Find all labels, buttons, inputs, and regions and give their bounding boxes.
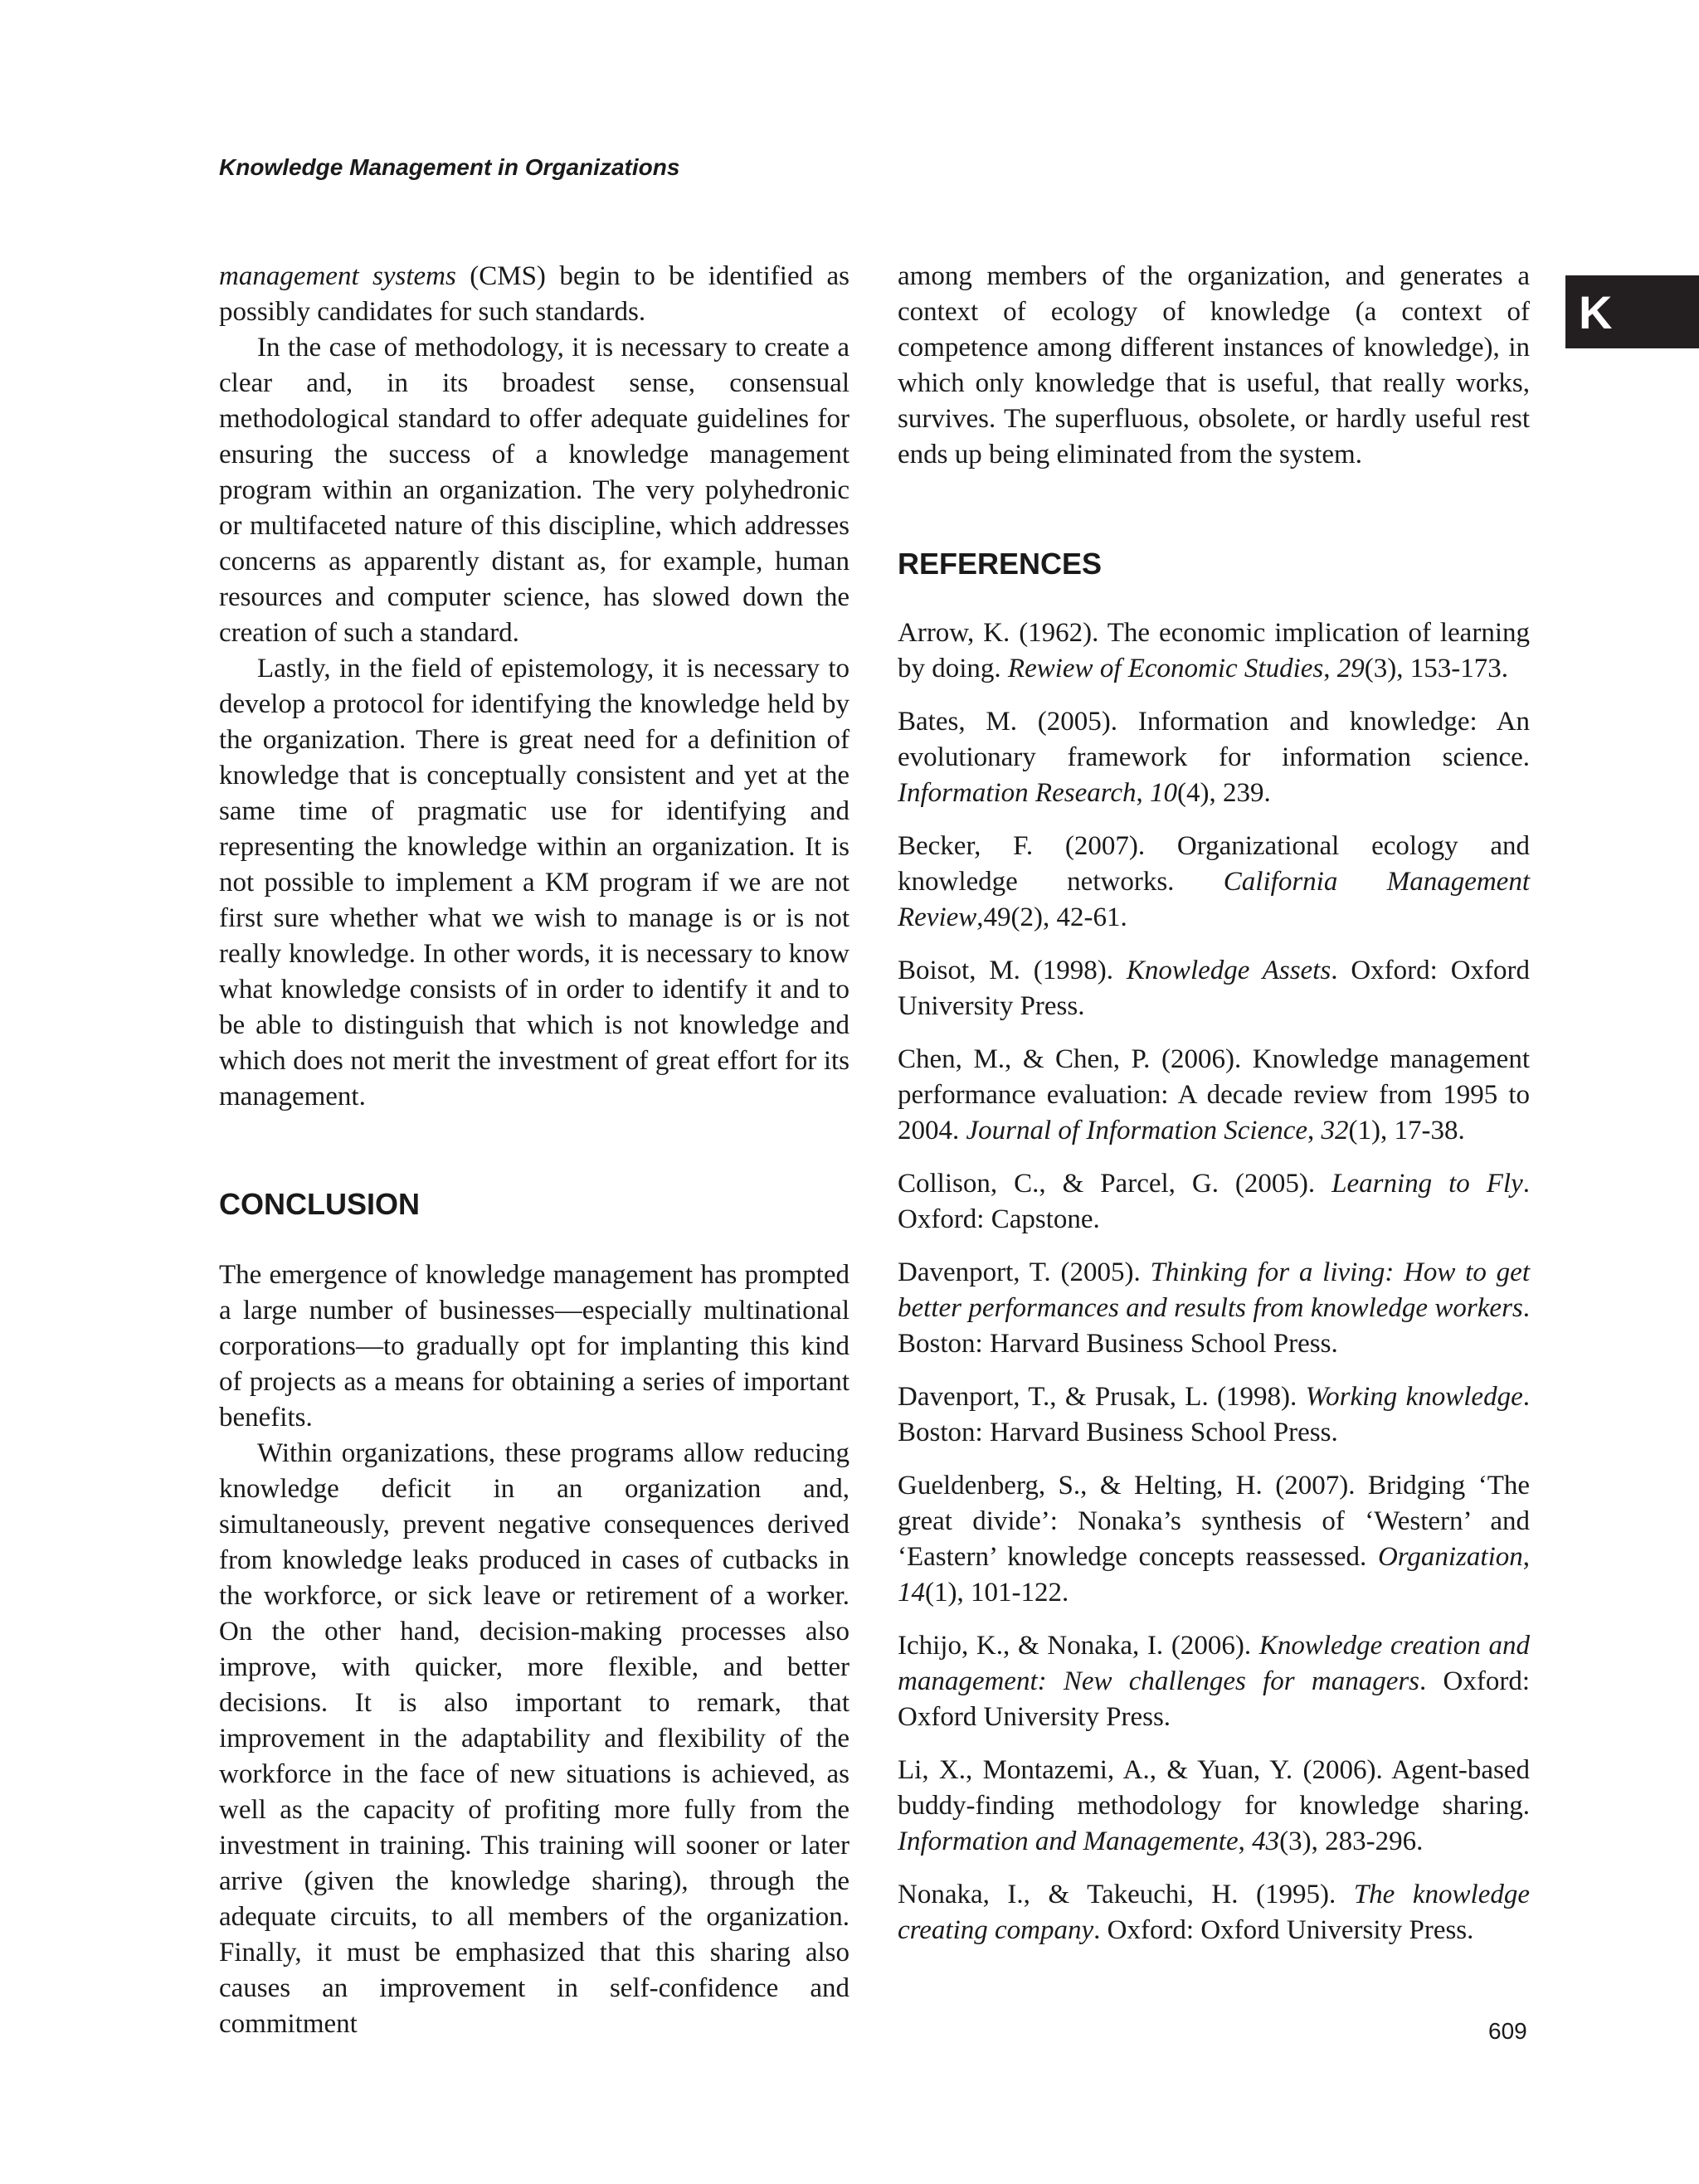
thumb-index-tab (1565, 275, 1699, 348)
reference-entry: Bates, M. (2005). Information and knowledge: An evolutionary framework for information science. Information Research, 10(4), 239. (898, 707, 1530, 808)
body-text: (CMS) begin to be identified as possibly candidates for such standards. (219, 261, 850, 327)
thumb-index-letter: K (1579, 285, 1613, 338)
reference-entry: Gueldenberg, S., & Helting, H. (2007). Bridging ‘The great divide’: Nonaka’s synthesis of ‘Western’ and ‘Eastern’ knowledge concepts reassessed. Organization, 14(1), 101-122. (898, 1471, 1530, 1608)
body-paragraph: Lastly, in the field of epistemology, it is necessary to develop a protocol for identifying the knowledge held by the organization. There is great need for a definition of knowledge that is conceptually consistent and yet at the same time of pragmatic use for identifying and representing the knowledge within an organization. It is not possible to implement a KM program if we are not first sure whether what we wish to manage is or is not really knowledge. In other words, it is necessary to know what knowledge consists of in order to identify it and to be able to distinguish that which is not knowledge and which does not merit the investment of great effort for its management. (219, 654, 850, 1111)
reference-entry: Becker, F. (2007). Organizational ecology and knowledge networks. California Management Review,49(2), 42-61. (898, 831, 1530, 932)
reference-entry: Davenport, T., & Prusak, L. (1998). Working knowledge. Boston: Harvard Business School Press. (898, 1382, 1530, 1447)
running-header: Knowledge Management in Organizations (219, 154, 680, 180)
body-paragraph: In the case of methodology, it is necessary to create a clear and, in its broadest sense, consensual methodological standard to offer adequate guidelines for ensuring the success of a knowledge management program within an organization. The very polyhedronic or multifaceted nature of this discipline, which addresses concerns as apparently distant as, for example, human resources and computer science, has slowed down the creation of such a standard. (219, 333, 850, 648)
reference-entry: Chen, M., & Chen, P. (2006). Knowledge management performance evaluation: A decade review from 1995 to 2004. Journal of Information Science, 32(1), 17-38. (898, 1044, 1530, 1146)
reference-entry: Nonaka, I., & Takeuchi, H. (1995). The knowledge creating company. Oxford: Oxford University Press. (898, 1880, 1530, 1945)
reference-entry: Ichijo, K., & Nonaka, I. (2006). Knowledge creation and management: New challenges for managers. Oxford: Oxford University Press. (898, 1631, 1530, 1732)
reference-entry: Li, X., Montazemi, A., & Yuan, Y. (2006). Agent-based buddy-finding methodology for knowledge sharing. Information and Managemente, 43(3), 283-296. (898, 1755, 1530, 1856)
reference-entry: Arrow, K. (1962). The economic implication of learning by doing. Rewiew of Economic Studies, 29(3), 153-173. (898, 618, 1530, 683)
body-paragraph: The emergence of knowledge management has prompted a large number of businesses—especially multinational corporations—to gradually opt for implanting this kind of projects as a means for obtaining a series of important benefits. (219, 1260, 850, 1432)
right-column (898, 259, 1530, 1966)
reference-entry: Davenport, T. (2005). Thinking for a living: How to get better performances and results from knowledge workers. Boston: Harvard Business School Press. (898, 1257, 1530, 1359)
body-paragraph (219, 259, 850, 330)
reference-list (898, 615, 1530, 1948)
left-column (219, 259, 850, 2042)
reference-entry: Collison, C., & Parcel, G. (2005). Learning to Fly. Oxford: Capstone. (898, 1169, 1530, 1234)
body-paragraph: Within organizations, these programs allow reducing knowledge deficit in an organization and, simultaneously, prevent negative consequences derived from knowledge leaks produced in cases of cutbacks in the workforce, or sick leave or retirement of a worker. On the other hand, decision-making processes also improve, with quicker, more flexible, and better decisions. It is also important to remark, that improvement in the adaptability and flexibility of the workforce in the face of new situations is achieved, as well as the capacity of profiting more fully from the investment in training. This training will sooner or later arrive (given the knowledge sharing), through the adequate circuits, to all members of the organization. Finally, it must be emphasized that this sharing also causes an improvement in self-confidence and commitment (219, 1438, 850, 2039)
body-italic-term: management systems (219, 261, 456, 291)
page-number: 609 (1488, 2018, 1527, 2044)
section-heading-conclusion: CONCLUSION (219, 1187, 420, 1221)
reference-entry: Boisot, M. (1998). Knowledge Assets. Oxford: Oxford University Press. (898, 956, 1531, 1021)
body-paragraph: among members of the organization, and generates a context of ecology of knowledge (a context of competence among different instances of knowledge), in which only knowledge that is useful, that really works, survives. The superfluous, obsolete, or hardly useful rest ends up being eliminated from the system. (898, 261, 1530, 469)
section-heading-references: REFERENCES (898, 547, 1103, 581)
